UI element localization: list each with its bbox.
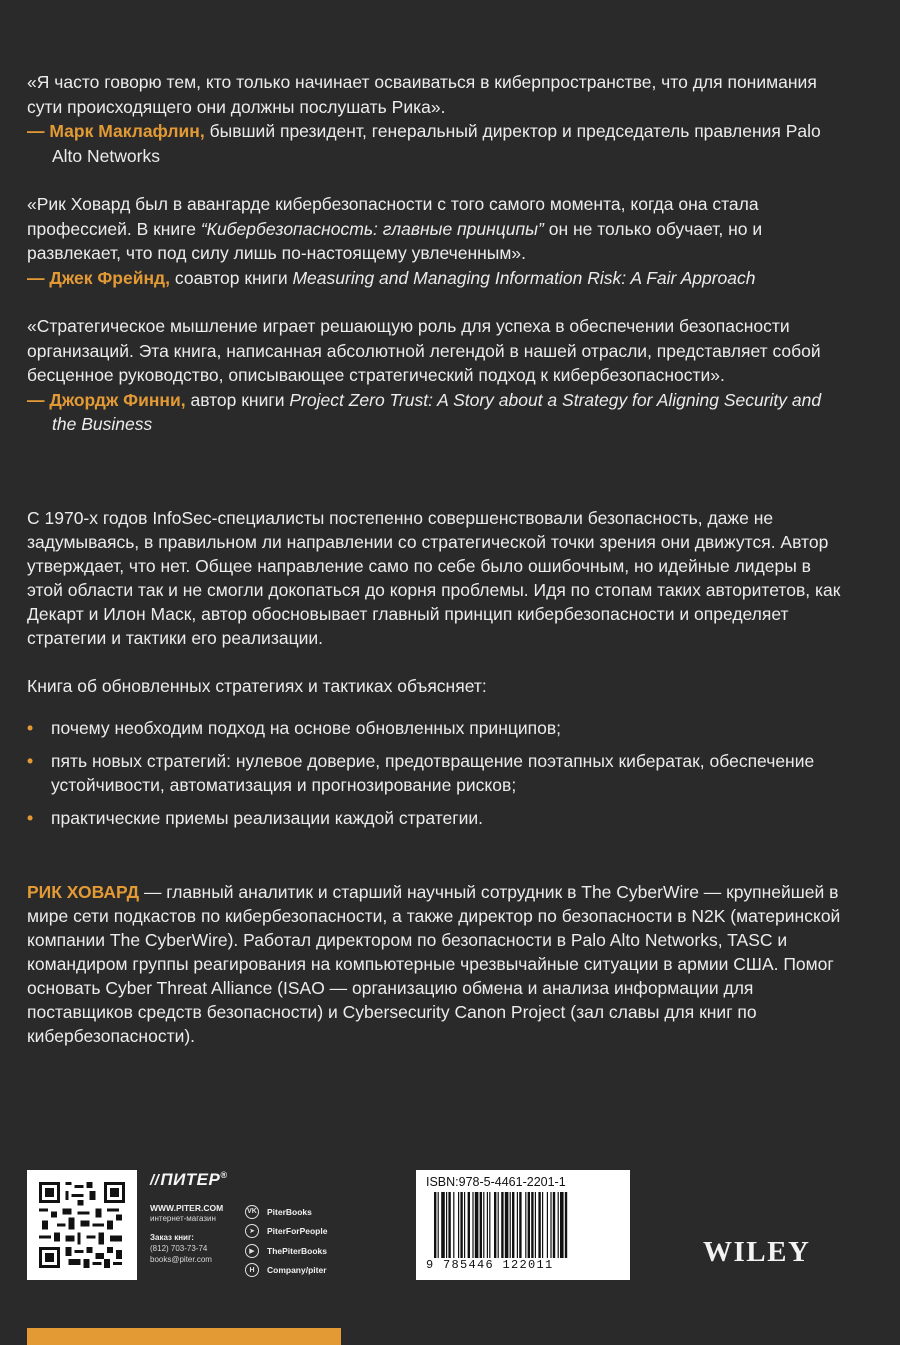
vk-icon: VK — [245, 1205, 259, 1219]
barcode-bar — [498, 1192, 499, 1258]
review-quote — [27, 192, 847, 290]
barcode-bar — [434, 1192, 436, 1258]
barcode-bar — [460, 1192, 462, 1258]
list-item: • почему необходим подход на основе обновленных принципов; — [27, 718, 562, 738]
author-bio — [27, 880, 849, 1048]
publisher-block — [150, 1170, 400, 1280]
bullet-icon: • — [27, 751, 34, 771]
publisher-shop-label: интернет-магазин — [150, 1214, 216, 1223]
barcode-bar — [517, 1192, 518, 1258]
barcode-bar — [560, 1192, 564, 1258]
social-vk: VK PiterBooks — [245, 1202, 327, 1222]
barcode-bar — [535, 1192, 536, 1258]
barcode-bar — [547, 1192, 548, 1258]
book-description — [27, 506, 849, 839]
social-habr: H Company/piter — [245, 1261, 327, 1281]
quote-author: Джордж Финни, — [49, 389, 186, 410]
isbn-digits: 9 785446 122011 — [426, 1258, 554, 1272]
habr-icon: H — [245, 1263, 259, 1277]
barcode-bar — [453, 1192, 454, 1258]
publisher-site: WWW.PITER.COM — [150, 1203, 224, 1213]
isbn-barcode — [416, 1170, 630, 1280]
description-intro: Книга об обновленных стратегиях и тактиках объясняет: — [27, 676, 487, 696]
social-youtube: ▶ ThePiterBooks — [245, 1241, 327, 1261]
description-bullets — [27, 716, 849, 830]
barcode-bar — [512, 1192, 514, 1258]
author-bio-text: — главный аналитик и старший научный сотрудник в The CyberWire — крупнейшей в мире сети подкастов по кибербезопасности, а также директор по безопасности в N2K (материнской компании The CyberWire). Работал директором по безопасности в Palo Alto Networks, TASC и командиром группы реагирования на компьютерные чрезвычайные ситуации в армии США. Помог основать Cyber Threat Alliance (ISAO — организацию обмена и анализа информации для поставщиков средств безопасности) и Cybersecurity Canon Project (зал славы для книг по кибербезопасности). — [27, 882, 841, 1046]
barcode-bar — [441, 1192, 445, 1258]
order-phone: (812) 703-73-74 — [150, 1244, 208, 1253]
barcode-bar — [480, 1192, 482, 1258]
bullet-icon: • — [27, 808, 34, 828]
barcode-bar — [438, 1192, 439, 1258]
piter-logo: //ПИТЕР® — [150, 1170, 228, 1189]
bullet-icon: • — [27, 718, 34, 738]
list-item: • пять новых стратегий: нулевое доверие, предотвращение поэтапных кибератак, обеспечение устойчивости, автоматизация и прогнозирование рисков; — [27, 751, 815, 795]
qr-code-icon — [39, 1182, 125, 1268]
barcode-bar — [550, 1192, 551, 1258]
barcode-bar — [458, 1192, 459, 1258]
barcode-bar — [538, 1192, 540, 1258]
review-quote — [27, 70, 847, 168]
barcode-icon — [426, 1192, 620, 1260]
barcode-bar — [510, 1192, 511, 1258]
social-links — [245, 1202, 327, 1280]
quote-text: «Рик Ховард был в авангарде кибербезопасности с того самого момента, когда она стала профессией. В книге “Кибербезопасность: главные принципы” он не только обучает, но и развлекает, что под силу лишь по-настоящему увлеченным». — [27, 194, 763, 263]
barcode-bar — [501, 1192, 503, 1258]
barcode-bar — [542, 1192, 543, 1258]
quote-text: «Я часто говорю тем, кто только начинает осваиваться в киберпространстве, что для понимания сути происходящего они должны послушать Рика». — [27, 72, 817, 117]
accent-strip — [27, 1328, 341, 1345]
barcode-bar — [553, 1192, 555, 1258]
barcode-bar — [446, 1192, 447, 1258]
quote-author-role: бывший президент, генеральный директор и председатель правления Palo Alto Networks — [52, 121, 821, 166]
author-name: РИК ХОВАРД — [27, 882, 140, 902]
quote-attribution: — Джордж Финни, автор книги Project Zero Trust: A Story about a Strategy for Aligning Security and the Business — [27, 389, 822, 434]
quote-attribution: — Джек Фрейнд, соавтор книги Measuring and Managing Information Risk: A Fair Approach — [27, 267, 756, 288]
quote-author-role: соавтор книги — [170, 267, 293, 288]
barcode-bar — [525, 1192, 526, 1258]
review-quote — [27, 314, 847, 437]
barcode-bar — [531, 1192, 533, 1258]
quote-book-title: Measuring and Managing Information Risk: A Fair Approach — [292, 267, 756, 288]
barcode-bar — [558, 1192, 559, 1258]
barcode-bar — [505, 1192, 509, 1258]
quote-author: Джек Фрейнд, — [49, 267, 171, 288]
quote-author: Марк Маклафлин, — [49, 121, 205, 141]
reviews-section — [27, 70, 847, 461]
isbn-label: ISBN:978-5-4461-2201-1 — [426, 1175, 566, 1189]
barcode-bar — [468, 1192, 470, 1258]
quote-attribution: — Марк Маклафлин, бывший президент, генеральный директор и председатель правления Palo Alto Networks — [27, 121, 821, 166]
barcode-bar — [464, 1192, 465, 1258]
barcode-bar — [489, 1192, 490, 1258]
barcode-bar — [475, 1192, 479, 1258]
book-title-italic: “Кибербезопасность: главные принципы” — [200, 218, 544, 239]
social-telegram: ➤ PiterForPeople — [245, 1222, 327, 1242]
barcode-bar — [528, 1192, 530, 1258]
youtube-icon: ▶ — [245, 1244, 259, 1258]
barcode-bar — [487, 1192, 488, 1258]
description-paragraph: С 1970-х годов InfoSec-специалисты постепенно совершенствовали безопасность, даже не задумываясь, в правильном ли направлении со стратегической точки зрения они движутся. Автор утверждает, что нет. Общее направление само по себе было ошибочным, но идейные лидеры в этой области так и не смогли докопаться до корня проблемы. Идя по стопам таких авторитетов, как Декарт и Илон Маск, автор обосновывает главный принцип кибербезопасности и определяет стратегии и тактики его реализации. — [27, 508, 841, 648]
order-email: books@piter.com — [150, 1255, 212, 1264]
barcode-bar — [519, 1192, 521, 1258]
list-item: • практические приемы реализации каждой стратегии. — [27, 808, 484, 828]
barcode-bar — [472, 1192, 473, 1258]
quote-book-title: Project Zero Trust: A Story about a Strategy for Aligning Security and the Business — [52, 389, 822, 434]
barcode-bar — [494, 1192, 496, 1258]
barcode-bar — [483, 1192, 484, 1258]
wiley-logo: WILEY — [703, 1236, 811, 1268]
telegram-icon: ➤ — [245, 1224, 259, 1238]
barcode-bar — [448, 1192, 450, 1258]
order-label: Заказ книг: — [150, 1233, 194, 1242]
quote-author-role: автор книги — [185, 389, 290, 410]
barcode-bar — [565, 1192, 567, 1258]
quote-text: «Стратегическое мышление играет решающую роль для успеха в обеспечении безопасности организаций. Эта книга, написанная абсолютной легендой в нашей отрасли, представляет собой бесценное руководство, описывающее стратегический подход к кибербезопасности». — [27, 316, 821, 385]
qr-code — [27, 1170, 137, 1280]
